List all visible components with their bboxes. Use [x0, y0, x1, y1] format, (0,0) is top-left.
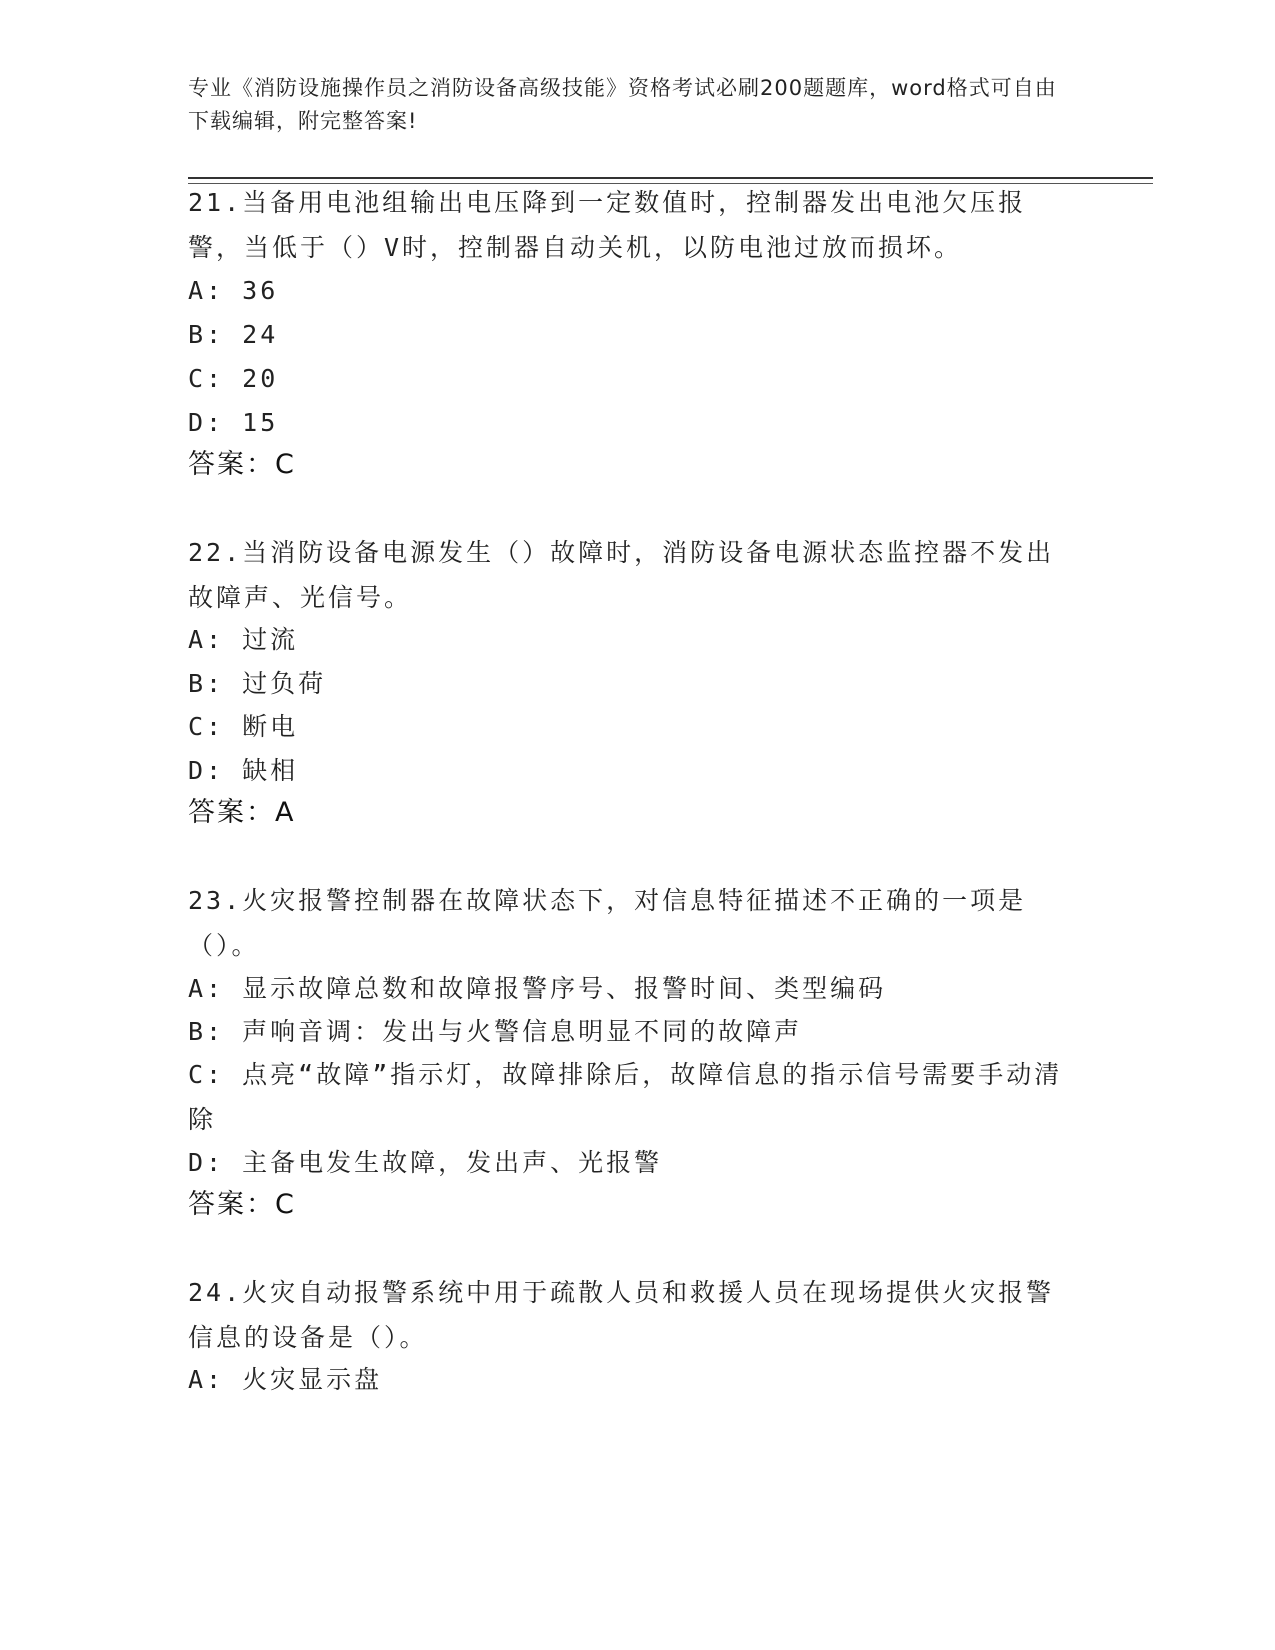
question-22-option-a: A: 过流: [188, 625, 299, 654]
question-23-answer: 答案：C: [188, 1189, 296, 1220]
question-21-option-a: A: 36: [188, 276, 279, 305]
question-22-text: 22.当消防设备电源发生（）故障时，消防设备电源状态监控器不发出故障声、光信号。: [188, 538, 1055, 612]
question-21-text: 21.当备用电池组输出电压降到一定数值时，控制器发出电池欠压报警，当低于（）V时，控制器自动关机，以防电池过放而损坏。: [188, 188, 1027, 262]
question-23-option-d: D: 主备电发生故障，发出声、光报警: [188, 1148, 663, 1177]
question-21-answer: 答案：C: [188, 449, 296, 480]
question-24-option-a: A: 火灾显示盘: [188, 1365, 383, 1394]
question-23-option-a: A: 显示故障总数和故障报警序号、报警时间、类型编码: [188, 974, 887, 1003]
question-22-option-c: C: 断电: [188, 712, 299, 741]
question-22-option-d: D: 缺相: [188, 756, 299, 785]
question-22-answer: 答案：A: [188, 797, 296, 828]
document-header: 专业《消防设施操作员之消防设备高级技能》资格考试必刷200题题库，word格式可自由下载编辑，附完整答案!: [188, 76, 1057, 133]
header-divider: [188, 177, 1153, 179]
question-21-option-c: C: 20: [188, 364, 279, 393]
question-24-text: 24.火灾自动报警系统中用于疏散人员和救援人员在现场提供火灾报警信息的设备是（）。: [188, 1278, 1055, 1352]
question-23-option-c: C: 点亮“故障”指示灯，故障排除后，故障信息的指示信号需要手动清除: [188, 1060, 1063, 1134]
question-23-text: 23.火灾报警控制器在故障状态下，对信息特征描述不正确的一项是（）。: [188, 886, 1027, 960]
question-21-option-b: B: 24: [188, 320, 279, 349]
question-21-option-d: D: 15: [188, 408, 279, 437]
question-22-option-b: B: 过负荷: [188, 669, 327, 698]
question-23-option-b: B: 声响音调：发出与火警信息明显不同的故障声: [188, 1017, 803, 1046]
